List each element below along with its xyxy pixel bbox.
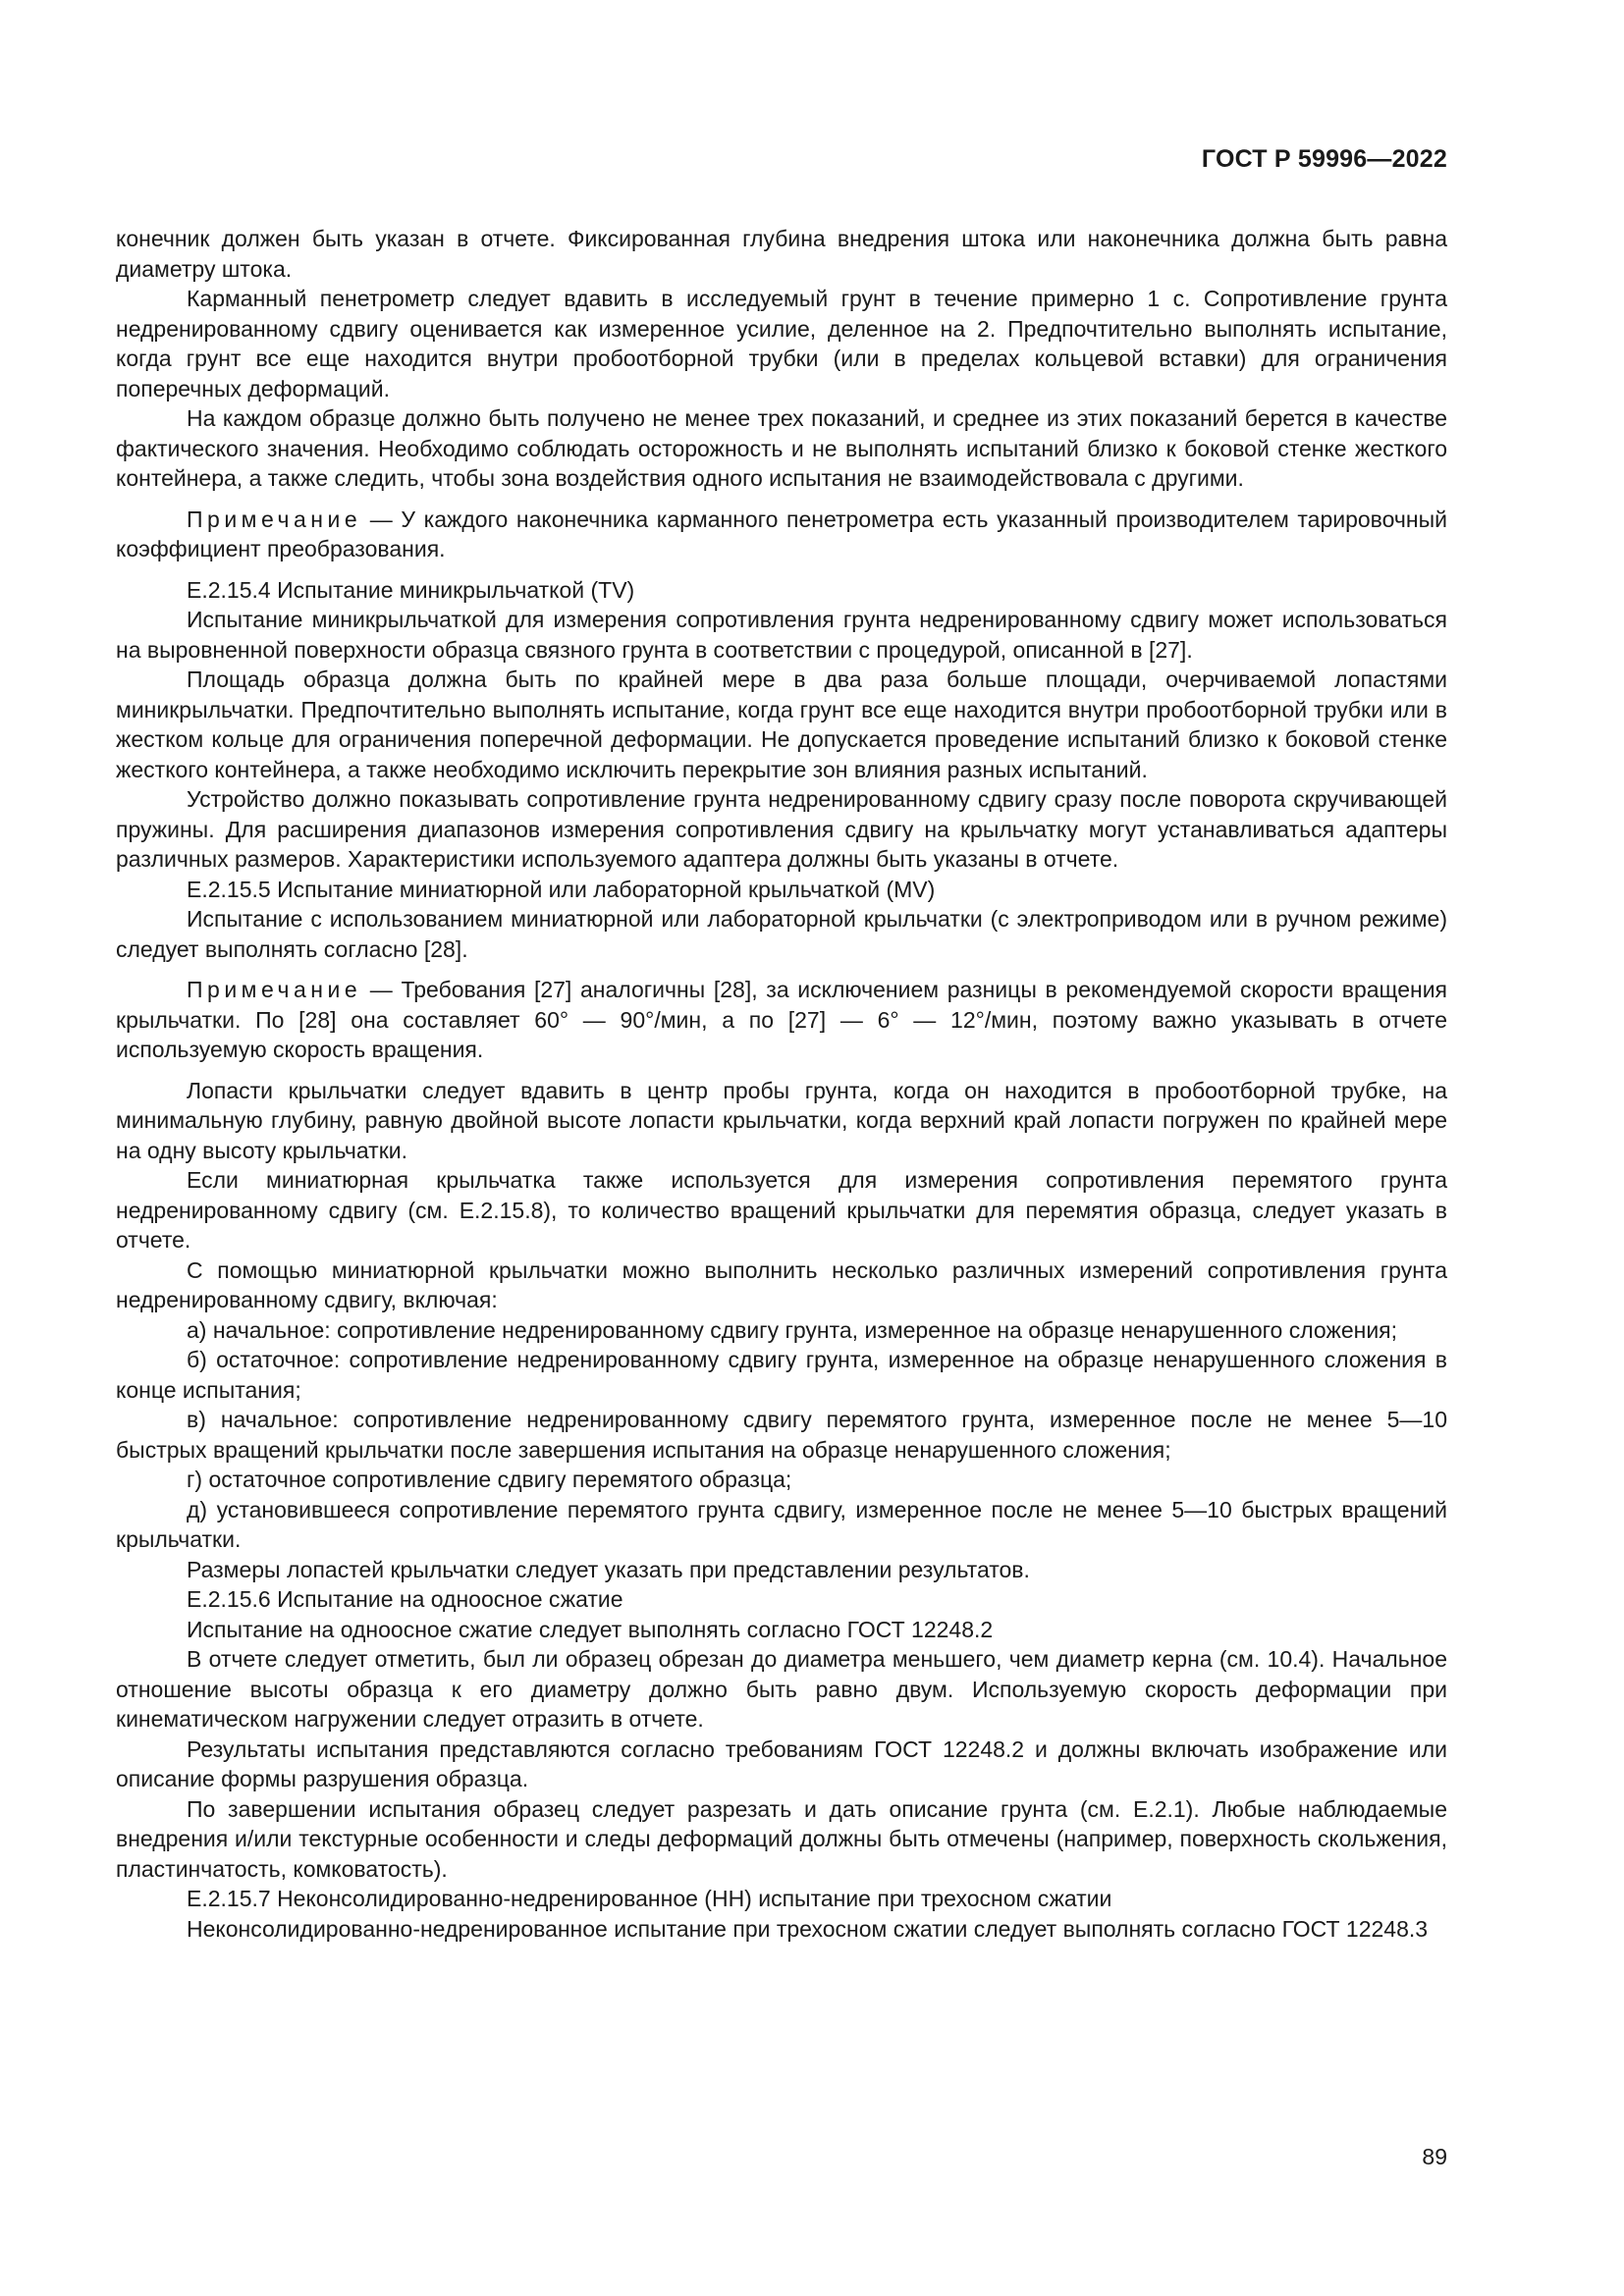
note-text: — У каждого наконечника карманного пенетрометра есть указанный производителем тарировочный коэффициент преобразования. (116, 506, 1447, 561)
paragraph: Испытание на одноосное сжатие следует выполнять согласно ГОСТ 12248.2 (187, 1616, 994, 1642)
paragraph: На каждом образце должно быть получено не менее трех показаний, и среднее из этих показаний берется в качестве фактического значения. Необходимо соблюдать осторожность и не выполнять испытаний близко к боковой стенке жесткого контейнера, а также следить, чтобы зона воздействия одного испытания не взаимодействовала с другими. (116, 405, 1447, 491)
section-heading: Е.2.15.7 Неконсолидированно-недренированное (НН) испытание при трехосном сжатии (187, 1886, 1112, 1911)
list-item: б) остаточное: сопротивление недренированному сдвигу грунта, измеренное на образце ненарушенного сложения в конце испытания; (116, 1347, 1447, 1403)
page-number: 89 (1422, 2144, 1447, 2169)
list-item: в) начальное: сопротивление недренированному сдвигу перемятого грунта, измеренное после не менее 5—10 быстрых вращений крыльчатки после завершения испытания на образце ненарушенного сложения; (116, 1407, 1447, 1463)
paragraph: Площадь образца должна быть по крайней мере в два раза больше площади, очерчиваемой лопастями миникрыльчатки. Предпочтительно выполнять испытание, когда грунт все еще находится внутри пробоотборной трубки или в жестком кольце для ограничения поперечной деформации. Не допускается проведение испытаний близко к боковой стенке жесткого контейнера, а также необходимо исключить перекрытие зон влияния разных испытаний. (116, 667, 1447, 782)
paragraph: Лопасти крыльчатки следует вдавить в центр пробы грунта, когда он находится в пробоотборной трубке, на минимальную глубину, равную двойной высоте лопасти крыльчатки, когда верхний край лопасти погружен по крайней мере на одну высоту крыльчатки. (116, 1077, 1447, 1163)
list-item: а) начальное: сопротивление недренированному сдвигу грунта, измеренное на образце ненарушенного сложения; (187, 1316, 1398, 1343)
note-text: — Требования [27] аналогичны [28], за исключением разницы в рекомендуемой скорости вращения крыльчатки. По [28] она составляет 60° — 90°/мин, а по [27] — 6° — 12°/мин, поэтому важно указывать в отчете используемую скорость вращения. (116, 977, 1447, 1062)
paragraph: Устройство должно показывать сопротивление грунта недренированному сдвигу сразу после поворота скручивающей пружины. Для расширения диапазонов измерения сопротивления сдвигу на крыльчатку могут устанавливаться адаптеры различных размеров. Характеристики используемого адаптера должны быть указаны в отчете. (116, 786, 1447, 872)
section-heading: Е.2.15.6 Испытание на одноосное сжатие (187, 1586, 623, 1612)
paragraph: Результаты испытания представляются согласно требованиям ГОСТ 12248.2 и должны включать изображение или описание формы разрушения образца. (116, 1735, 1447, 1791)
paragraph: Неконсолидированно-недренированное испытание при трехосном сжатии следует выполнять согласно ГОСТ 12248.3 (187, 1915, 1429, 1942)
paragraph: В отчете следует отметить, был ли образец обрезан до диаметра меньшего, чем диаметр керна (см. 10.4). Начальное отношение высоты образца к его диаметру должно быть равно двум. Используемую скорость деформации при кинематическом нагружении следует отразить в отчете. (116, 1646, 1447, 1732)
note-paragraph (116, 975, 1447, 1065)
document-header: ГОСТ Р 59996—2022 (1201, 145, 1447, 173)
paragraph: Испытание миникрыльчаткой для измерения сопротивления грунта недренированному сдвигу может использоваться на выровненной поверхности образца связного грунта в соответствии с процедурой, описанной в [27]. (116, 607, 1447, 663)
list-item: г) остаточное сопротивление сдвигу перемятого образца; (187, 1467, 792, 1492)
note-label: Примечание (187, 506, 362, 532)
list-item: д) установившееся сопротивление перемятого грунта сдвигу, измеренное после не менее 5—10 быстрых вращений крыльчатки. (116, 1496, 1447, 1552)
section-heading: Е.2.15.4 Испытание миникрыльчаткой (TV) (187, 576, 635, 603)
paragraph: конечник должен быть указан в отчете. Фиксированная глубина внедрения штока или наконечника должна быть равна диаметру штока. (116, 226, 1447, 282)
note-paragraph (116, 505, 1447, 564)
paragraph: С помощью миниатюрной крыльчатки можно выполнить несколько различных измерений сопротивления грунта недренированному сдвигу, включая: (116, 1256, 1447, 1312)
section-heading: Е.2.15.5 Испытание миниатюрной или лабораторной крыльчаткой (MV) (187, 876, 936, 902)
note-label: Примечание (187, 977, 362, 1002)
paragraph: Испытание с использованием миниатюрной или лабораторной крыльчатки (с электроприводом или в ручном режиме) следует выполнять согласно [28]. (116, 906, 1447, 962)
paragraph: Если миниатюрная крыльчатка также используется для измерения сопротивления перемятого грунта недренированному сдвигу (см. Е.2.15.8), то количество вращений крыльчатки для перемятия образца, следует указать в отчете. (116, 1167, 1447, 1253)
paragraph: Размеры лопастей крыльчатки следует указать при представлении результатов. (187, 1556, 1030, 1582)
document-body (116, 224, 1447, 1944)
paragraph: По завершении испытания образец следует разрезать и дать описание грунта (см. Е.2.1). Любые наблюдаемые внедрения и/или текстурные особенности и следы деформаций должны быть отмечены (например, поверхность скольжения, пластинчатость, комковатость). (116, 1795, 1447, 1882)
paragraph: Карманный пенетрометр следует вдавить в исследуемый грунт в течение примерно 1 с. Сопротивление грунта недренированному сдвигу оценивается как измеренное усилие, деленное на 2. Предпочтительно выполнять испытание, когда грунт все еще находится внутри пробоотборной трубки (или в пределах кольцевой вставки) для ограничения поперечных деформаций. (116, 286, 1447, 401)
